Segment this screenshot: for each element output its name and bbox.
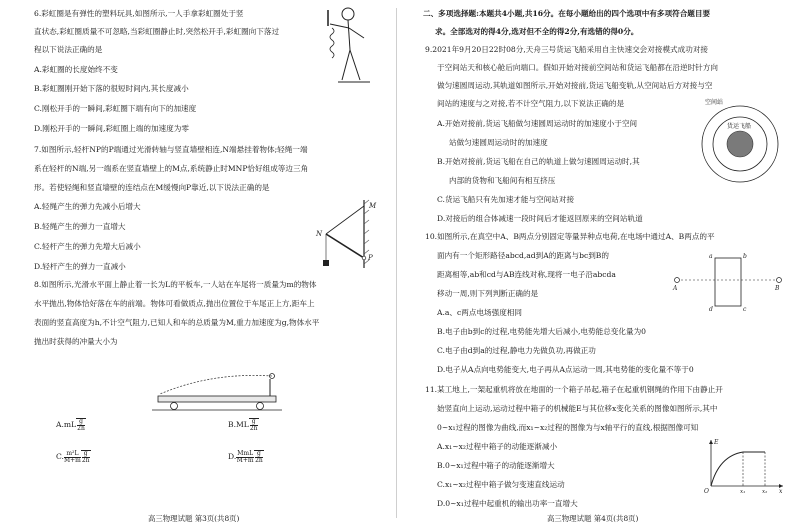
charges-rectangle-figure <box>669 248 787 312</box>
q8-option-d <box>228 450 264 464</box>
q9-line-4: 间站的速度与之对接,若不计空气阻力,以下说法正确的是 <box>437 99 625 108</box>
section-header-line-1: 二、多项选择题:本题共4小题,共16分。在每小题给出的四个选项中有多项符合题目要 <box>423 9 711 18</box>
frac-d-num: MmL <box>237 449 254 457</box>
q11-line-3: 0~x₁过程的图像为曲线,而x₁~x₂过程的图像为与x轴平行的直线,根据图像可知 <box>437 423 699 432</box>
section-header-line-2: 求。全部选对的得4分,选对但不全的得2分,有选错的得0分。 <box>435 27 639 36</box>
label-d: d <box>709 306 713 313</box>
label-m: M <box>369 202 377 210</box>
root-num-a: g <box>79 418 83 425</box>
label-A: A <box>673 285 678 292</box>
q7-line-1: 7.如图所示,轻杆NP的P端通过光滑转轴与竖直墙壁相连,N端悬挂着物体;轻绳一端 <box>34 145 308 154</box>
label-B: B <box>775 285 780 292</box>
q7-line-2: 系在轻杆的N端,另一端系在竖直墙壁上的M点,系统静止时MNP恰好组成等边三角 <box>34 164 309 173</box>
q6-option-b: B.彩虹圈刚开始下落的很短时间内,其长度减小 <box>34 84 189 93</box>
q10-option-a: A.a、c两点电场强度相同 <box>437 308 523 317</box>
label-a: a <box>709 253 713 260</box>
q11-option-b: B.0~x₁过程中箱子的动能逐渐增大 <box>437 461 555 470</box>
q8-line-3: 表面的竖直高度为h,不计空气阻力,已知人和车的总质量为M,重力加速度为g,物体水平 <box>34 318 320 327</box>
q8-option-c <box>56 450 91 464</box>
q11-option-a: A.x₁~x₂过程中箱子的动能逐渐减小 <box>437 442 558 451</box>
root-den-b: 2h <box>249 425 258 432</box>
sqrt-d <box>254 450 264 464</box>
root-den-a: 2h <box>77 425 85 432</box>
label-o: O <box>704 488 709 495</box>
frac-c-den: M+m <box>63 456 81 464</box>
root-num-b: g <box>251 418 256 425</box>
q11-option-c: C.x₁~x₂过程中箱子做匀变速直线运动 <box>437 480 565 489</box>
label-space-station: 空间站 <box>705 99 724 106</box>
q9-option-a-2: 站做匀速圆周运动时的加速度 <box>449 138 548 147</box>
q9-option-b-1: B.开始对接前,货运飞船在自己的轨道上做匀速圆周运动时,其 <box>437 157 640 166</box>
q8-line-1: 8.如图所示,光滑水平面上静止着一长为L的平板车,一人站在车尾将一质量为m的物体 <box>34 280 317 289</box>
sqrt-b <box>249 418 259 432</box>
q11-option-d: D.0~x₁过程中起重机的输出功率一直增大 <box>437 499 578 508</box>
orbit-figure <box>697 98 783 184</box>
q6-line-3: 程以下说法正确的是 <box>34 45 103 54</box>
slinky-person-figure <box>318 6 382 88</box>
label-e: E <box>714 439 719 446</box>
label-cargo-ship: 货运飞船 <box>727 123 752 130</box>
q10-line-1: 10.如图所示,在真空中A、B两点分别固定等量异种点电荷,在电场中通过A、B两点的平 <box>425 232 715 241</box>
q9-option-d: D.对接后的组合体减速一段时间后才能返回原来的空间站轨道 <box>437 214 643 223</box>
q10-line-2: 面内有一个矩形路径abcd,ad到A的距离与bc到B的 <box>437 251 609 260</box>
q7-option-b: B.轻绳产生的弹力一直增大 <box>34 222 126 231</box>
left-page-footer: 高三物理试题 第3页(共8页) <box>148 514 240 523</box>
q10-line-4: 移动一周,则下列判断正确的是 <box>437 289 539 298</box>
q6-line-1: 6.彩虹圈是有弹性的塑料玩具,如图所示,一人手拿彩虹圈处于竖 <box>34 9 244 18</box>
q6-option-a: A.彩虹圈的长度始终不变 <box>34 65 118 74</box>
label-c: c <box>743 306 747 313</box>
q8-line-2: 水平抛出,物体恰好落在车的前端。物体可看做质点,抛出位置位于车尾正上方,距车上 <box>34 299 315 308</box>
q7-line-3: 形。若使轻绳和竖直墙壁的连结点在M缓慢向P靠近,以下说法正确的是 <box>34 183 270 192</box>
right-page-footer: 高三物理试题 第4页(共8页) <box>547 514 639 523</box>
q6-option-c: C.刚松开手的一瞬间,彩虹圈下端有向下的加速度 <box>34 104 197 113</box>
q7-option-c: C.轻杆产生的弹力先增大后减小 <box>34 242 141 251</box>
q11-line-2: 始竖直向上运动,运动过程中箱子的机械能E与其位移x变化关系的图像如图所示,其中 <box>437 404 718 413</box>
frac-d-den: M+m <box>236 456 254 464</box>
q8-a-prefix: A.mL <box>56 420 77 429</box>
q8-option-b <box>228 418 259 432</box>
frac-c <box>64 451 81 464</box>
q9-line-3: 做匀速圆周运动,其轨道如图所示,开始对接前,货运飞船变轨,从空间站后方对接与空 <box>437 81 713 90</box>
right-page <box>397 0 794 532</box>
sqrt-a <box>76 418 86 432</box>
q10-option-d: D.电子从A点向电势能变大,电子再从A点运动一周,其电势能的变化量不等于0 <box>437 365 694 374</box>
label-x2: x₂ <box>762 489 768 495</box>
q11-line-1: 11.某工地上,一架起重机将放在地面的一个箱子吊起,箱子在起重机钢绳的作用下由静止开 <box>425 385 723 394</box>
label-n: N <box>316 230 323 238</box>
q9-option-c: C.货运飞船只有先加速才能与空间站对接 <box>437 195 575 204</box>
label-b: b <box>743 253 747 260</box>
q8-option-a <box>56 418 86 432</box>
sqrt-c <box>81 450 91 464</box>
q8-line-4: 抛出时获得的冲量大小为 <box>34 337 118 346</box>
q9-line-1: 9.2021年9月20日22时08分,天舟三号货运飞船采用自主快速交会对接模式成功对接 <box>425 45 709 54</box>
q9-option-a-1: A.开始对接前,货运飞船做匀速圆周运动时的加速度小于空间 <box>437 119 638 128</box>
q7-option-a: A.轻绳产生的弹力先减小后增大 <box>34 202 141 211</box>
root-num-d: g <box>256 450 261 457</box>
energy-displacement-graph <box>701 436 787 494</box>
q6-option-d: D.刚松开手的一瞬间,彩虹圈上端的加速度为零 <box>34 124 189 133</box>
q6-line-2: 直状态,彩虹圈质量不可忽略,当彩虹圈静止时,突然松开手,彩虹圈向下落过 <box>34 27 280 36</box>
label-x1: x₁ <box>740 489 746 495</box>
cart-trajectory-figure <box>152 358 282 416</box>
q8-c-prefix: C. <box>56 452 64 461</box>
q9-option-b-2: 内部的货物和飞船间有相互挤压 <box>449 176 556 185</box>
q10-line-3: 距离相等,ab和cd与AB连线对称,现将一电子沿abcda <box>437 270 616 279</box>
q10-option-c: C.电子由d到a的过程,静电力先做负功,再做正功 <box>437 346 596 355</box>
label-p: P <box>368 254 373 262</box>
q8-b-prefix: B.ML <box>228 420 249 429</box>
frac-d <box>236 451 254 464</box>
label-x: x <box>779 488 783 495</box>
q10-option-b: B.电子由b到c的过程,电势能先增大后减小,电势能总变化量为0 <box>437 327 647 336</box>
root-den-d: 2h <box>255 457 263 464</box>
frac-c-num: m²L <box>64 451 81 458</box>
q9-line-2: 于空间站天和核心舱后向端口。假如开始对接前空间站和货运飞船都在沿逆时针方向 <box>437 63 718 72</box>
q8-d-prefix: D. <box>228 452 237 461</box>
root-den-c: 2h <box>81 457 90 464</box>
rod-rope-wall-figure <box>312 198 382 274</box>
root-num-c: g <box>83 450 88 457</box>
q7-option-d: D.轻杆产生的弹力一直减小 <box>34 262 126 271</box>
